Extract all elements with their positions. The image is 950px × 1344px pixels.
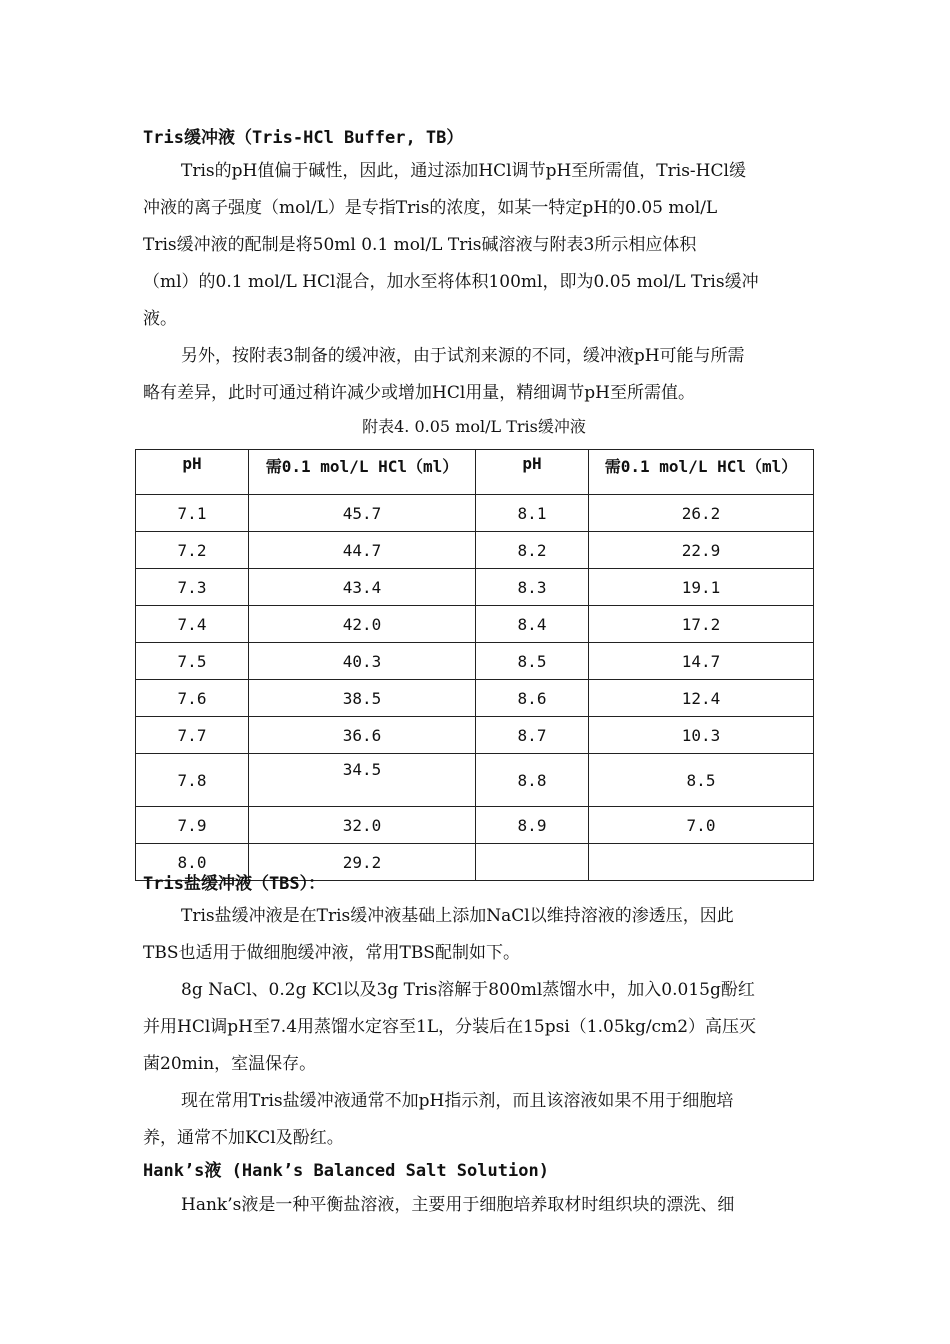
table-cell: 8.4 [476,606,589,643]
header-hcl-left: 需0.1 mol/L HCl（ml） [249,450,476,495]
tris-buffer-paragraph-2 [143,338,813,412]
table-row [136,606,814,643]
table-cell: 32.0 [249,807,476,844]
table-row [136,495,814,532]
tris-buffer-heading: Tris缓冲液（Tris-HCl Buffer, TB） [143,128,464,148]
table-cell: 8.2 [476,532,589,569]
table-cell: 8.5 [589,754,814,807]
table-cell: 40.3 [249,643,476,680]
paragraph-line: Tris缓冲液的配制是将50ml 0.1 mol/L Tris碱溶液与附表3所示相应体积 [143,235,697,255]
tbs-paragraph-2 [143,972,813,1083]
paragraph-line: Hank’s液是一种平衡盐溶液，主要用于细胞培养取材时组织块的漂洗、细 [181,1195,735,1215]
table-cell: 29.2 [249,844,476,881]
table-cell: 8.1 [476,495,589,532]
header-ph-left: pH [136,450,249,495]
hanks-heading: Hank’s液 (Hank’s Balanced Salt Solution) [143,1161,549,1181]
paragraph-line: 现在常用Tris盐缓冲液通常不加pH指示剂，而且该溶液如果不用于细胞培 [181,1091,734,1111]
table-cell: 17.2 [589,606,814,643]
table-cell: 8.7 [476,717,589,754]
paragraph-line: 菌20min，室温保存。 [143,1054,317,1074]
table-cell: 7.5 [136,643,249,680]
table-cell: 36.6 [249,717,476,754]
tris-buffer-table [135,449,814,881]
paragraph-line: Tris的pH值偏于碱性，因此，通过添加HCl调节pH至所需值，Tris-HCl缓 [181,161,746,181]
table-cell [476,844,589,881]
table-row [136,532,814,569]
paragraph-line: （ml）的0.1 mol/L HCl混合，加水至将体积100ml，即为0.05 mol/L Tris缓冲 [143,272,759,292]
header-hcl-right: 需0.1 mol/L HCl（ml） [589,450,814,495]
table-cell: 7.6 [136,680,249,717]
table-cell: 19.1 [589,569,814,606]
table-cell: 38.5 [249,680,476,717]
table-cell: 7.7 [136,717,249,754]
table-cell: 7.3 [136,569,249,606]
table-caption: 附表4. 0.05 mol/L Tris缓冲液 [362,417,586,436]
header-ph-right: pH [476,450,589,495]
table-cell: 8.3 [476,569,589,606]
table-cell: 45.7 [249,495,476,532]
table-cell: 44.7 [249,532,476,569]
paragraph-line: 液。 [143,309,177,329]
table-cell: 42.0 [249,606,476,643]
table-row [136,680,814,717]
paragraph-line: 养，通常不加KCl及酚红。 [143,1128,344,1148]
table-row [136,569,814,606]
table-cell: 12.4 [589,680,814,717]
table-cell: 22.9 [589,532,814,569]
hanks-paragraph-1 [143,1187,813,1224]
table-cell: 7.0 [589,807,814,844]
table-cell: 10.3 [589,717,814,754]
table-cell: 8.0 [136,844,249,881]
table-header-row [136,450,814,495]
table-cell: 7.4 [136,606,249,643]
table-row [136,717,814,754]
table-cell: 8.9 [476,807,589,844]
paragraph-line: 8g NaCl、0.2g KCl以及3g Tris溶解于800ml蒸馏水中，加入0.015g酚红 [181,980,755,1000]
tbs-paragraph-1 [143,898,813,972]
table-row [136,754,814,807]
table-row [136,807,814,844]
table-cell: 7.1 [136,495,249,532]
table-cell: 8.8 [476,754,589,807]
table-cell: 34.5 [249,754,476,807]
table-cell: 7.8 [136,754,249,807]
table-cell: 14.7 [589,643,814,680]
paragraph-line: 另外，按附表3制备的缓冲液，由于试剂来源的不同，缓冲液pH可能与所需 [181,346,745,366]
table-cell: 26.2 [589,495,814,532]
paragraph-line: Tris盐缓冲液是在Tris缓冲液基础上添加NaCl以维持溶液的渗透压，因此 [181,906,734,926]
table-cell: 8.5 [476,643,589,680]
table-cell: 7.9 [136,807,249,844]
paragraph-line: 并用HCl调pH至7.4用蒸馏水定容至1L，分装后在15psi（1.05kg/cm2）高压灭 [143,1017,757,1037]
tbs-heading: Tris盐缓冲液（TBS）： [143,874,326,894]
table-row [136,643,814,680]
tbs-paragraph-3 [143,1083,813,1157]
table-cell: 8.6 [476,680,589,717]
paragraph-line: 略有差异，此时可通过稍许减少或增加HCl用量，精细调节pH至所需值。 [143,383,695,403]
tris-buffer-paragraph-1 [143,153,813,338]
table-cell: 43.4 [249,569,476,606]
paragraph-line: 冲液的离子强度（mol/L）是专指Tris的浓度，如某一特定pH的0.05 mol/L [143,198,718,218]
paragraph-line: TBS也适用于做细胞缓冲液，常用TBS配制如下。 [143,943,520,963]
table-cell [589,844,814,881]
table-cell: 7.2 [136,532,249,569]
